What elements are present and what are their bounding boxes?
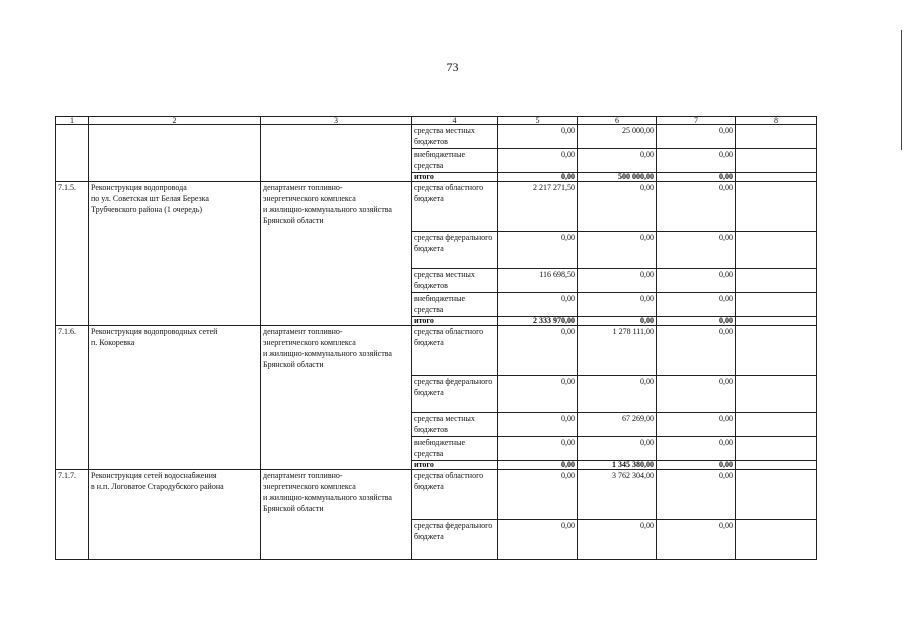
empty-cell (736, 376, 817, 413)
header-cell: 1 (56, 117, 89, 125)
source-label: итого (412, 461, 498, 470)
value-cell: 0,00 (498, 413, 578, 437)
source-label: внебюджетные средства (412, 149, 498, 173)
source-label: итого (412, 173, 498, 182)
table-row (56, 326, 817, 376)
value-cell: 0,00 (498, 470, 578, 520)
empty-cell (736, 470, 817, 520)
source-label: средства местных бюджетов (412, 413, 498, 437)
value-cell: 0,00 (498, 437, 578, 461)
empty-cell (736, 437, 817, 461)
value-cell: 0,00 (578, 317, 657, 326)
margin-rule (901, 30, 902, 150)
item-number-cell (56, 125, 89, 182)
value-cell: 0,00 (657, 125, 736, 149)
value-cell: 0,00 (657, 470, 736, 520)
value-cell: 0,00 (578, 293, 657, 317)
empty-cell (736, 326, 817, 376)
value-cell: 0,00 (578, 520, 657, 560)
value-cell: 0,00 (657, 232, 736, 269)
value-cell: 0,00 (657, 182, 736, 232)
value-cell: 0,00 (578, 376, 657, 413)
value-cell: 0,00 (498, 149, 578, 173)
value-cell: 0,00 (498, 376, 578, 413)
value-cell: 2 217 271,50 (498, 182, 578, 232)
value-cell: 0,00 (657, 293, 736, 317)
header-cell: 8 (736, 117, 817, 125)
empty-cell (736, 173, 817, 182)
executor-cell (261, 125, 412, 182)
empty-cell (736, 293, 817, 317)
header-cell: 6 (578, 117, 657, 125)
source-label: средства областного бюджета (412, 326, 498, 376)
source-label: средства местных бюджетов (412, 125, 498, 149)
value-cell: 0,00 (498, 293, 578, 317)
executor-cell: департамент топливно- энергетического комплекса и жилищно-коммунального хозяйства Брянской области (261, 470, 412, 560)
value-cell: 0,00 (498, 125, 578, 149)
empty-cell (736, 269, 817, 293)
value-cell: 2 333 970,00 (498, 317, 578, 326)
value-cell: 0,00 (498, 461, 578, 470)
table-row (56, 470, 817, 520)
empty-cell (736, 232, 817, 269)
value-cell: 0,00 (498, 326, 578, 376)
item-number-cell: 7.1.5. (56, 182, 89, 326)
value-cell: 1 345 380,00 (578, 461, 657, 470)
value-cell: 3 762 304,00 (578, 470, 657, 520)
empty-cell (736, 182, 817, 232)
executor-cell: департамент топливно- энергетического комплекса и жилищно-коммунального хозяйства Брянской области (261, 326, 412, 470)
source-label: средства федерального бюджета (412, 232, 498, 269)
header-cell: 2 (89, 117, 261, 125)
value-cell: 0,00 (578, 149, 657, 173)
header-cell: 5 (498, 117, 578, 125)
source-label: средства областного бюджета (412, 182, 498, 232)
value-cell: 0,00 (657, 269, 736, 293)
empty-cell (736, 317, 817, 326)
value-cell: 0,00 (657, 461, 736, 470)
value-cell: 0,00 (498, 520, 578, 560)
value-cell: 0,00 (657, 376, 736, 413)
value-cell: 0,00 (657, 437, 736, 461)
value-cell: 25 000,00 (578, 125, 657, 149)
empty-cell (736, 149, 817, 173)
value-cell: 0,00 (657, 173, 736, 182)
empty-cell (736, 461, 817, 470)
source-label: внебюджетные средства (412, 293, 498, 317)
value-cell: 0,00 (657, 413, 736, 437)
value-cell: 0,00 (657, 149, 736, 173)
value-cell: 0,00 (578, 437, 657, 461)
empty-cell (736, 520, 817, 560)
item-number-cell: 7.1.6. (56, 326, 89, 470)
source-label: средства федерального бюджета (412, 520, 498, 560)
table-row (56, 182, 817, 232)
value-cell: 0,00 (498, 173, 578, 182)
value-cell: 116 698,50 (498, 269, 578, 293)
value-cell: 0,00 (498, 232, 578, 269)
value-cell: 0,00 (578, 269, 657, 293)
value-cell: 500 000,00 (578, 173, 657, 182)
source-label: средства местных бюджетов (412, 269, 498, 293)
header-cell: 4 (412, 117, 498, 125)
item-number-cell: 7.1.7. (56, 470, 89, 560)
value-cell: 0,00 (657, 326, 736, 376)
table-row (56, 125, 817, 149)
value-cell: 0,00 (657, 520, 736, 560)
header-cell: 7 (657, 117, 736, 125)
executor-cell: департамент топливно- энергетического комплекса и жилищно-коммунального хозяйства Брянской области (261, 182, 412, 326)
value-cell: 0,00 (578, 182, 657, 232)
value-cell: 67 269,00 (578, 413, 657, 437)
source-label: итого (412, 317, 498, 326)
header-cell: 3 (261, 117, 412, 125)
value-cell: 0,00 (578, 232, 657, 269)
value-cell: 0,00 (657, 317, 736, 326)
page-number: 73 (446, 60, 459, 74)
source-label: внебюджетные средства (412, 437, 498, 461)
item-name-cell (89, 125, 261, 182)
item-name-cell: Реконструкция водопроводных сетей п. Кокоревка (89, 326, 261, 470)
header-row (56, 117, 817, 125)
empty-cell (736, 413, 817, 437)
value-cell: 1 278 111,00 (578, 326, 657, 376)
source-label: средства федерального бюджета (412, 376, 498, 413)
empty-cell (736, 125, 817, 149)
item-name-cell: Реконструкция сетей водоснабжения в н.п. Логоватое Стародубского района (89, 470, 261, 560)
budget-table (55, 116, 817, 560)
source-label: средства областного бюджета (412, 470, 498, 520)
item-name-cell: Реконструкция водопровода по ул. Советская шт Белая Березка Трубчевского района (1 очередь) (89, 182, 261, 326)
